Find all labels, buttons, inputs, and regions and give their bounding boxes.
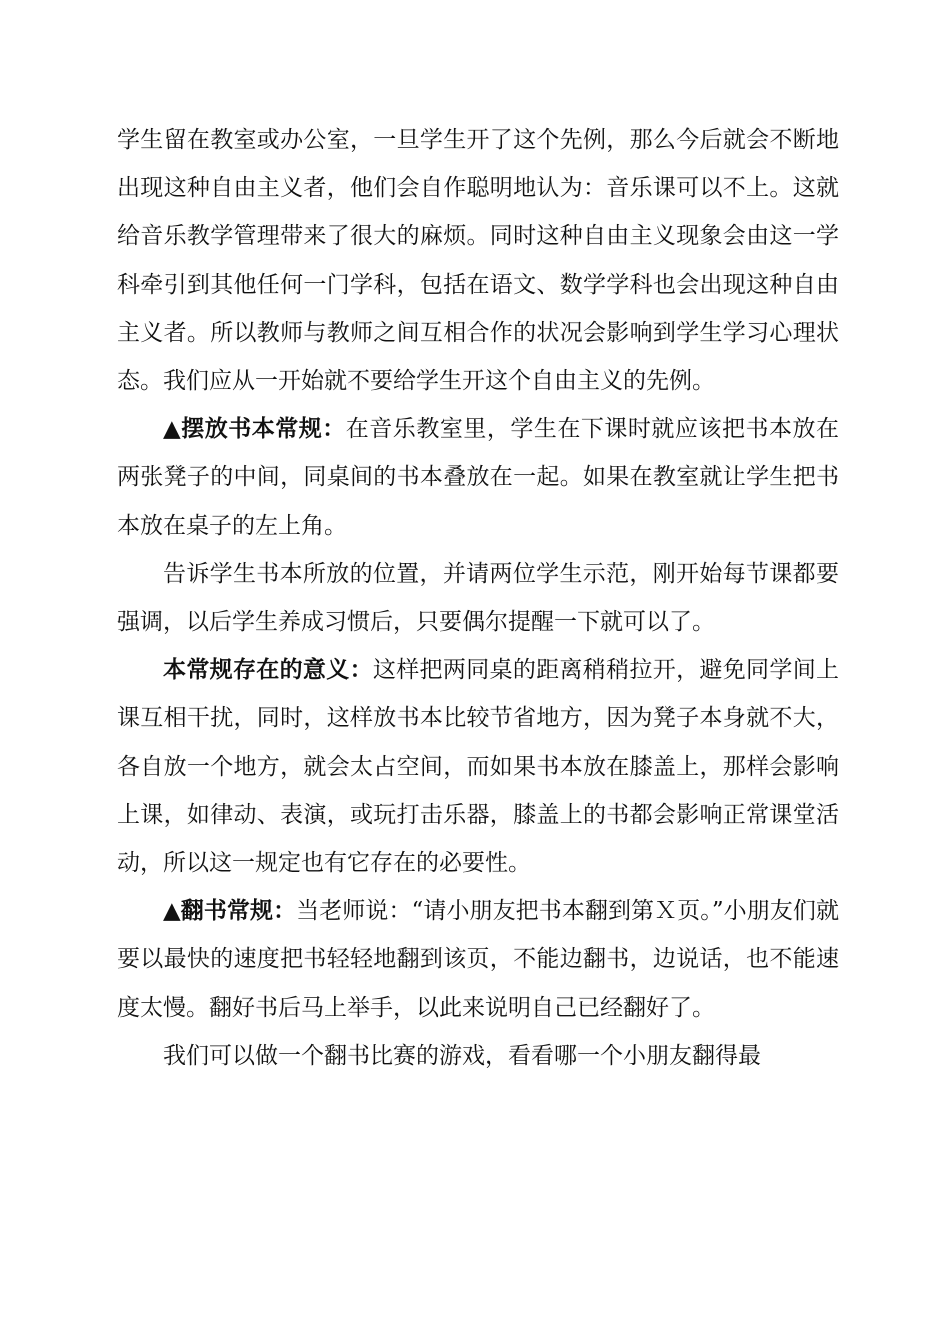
- paragraph-page-turning-game: [117, 1032, 839, 1080]
- paragraph-text: 学生留在教室或办公室，一旦学生开了这个先例，那么今后就会不断地出现这种自由主义者，他们会自作聪明地认为：音乐课可以不上。这就给音乐教学管理带来了很大的麻烦。同时这种自由主义现象会由这一学科牵引到其他任何一门学科，包括在语文、数学学科也会出现这种自由主义者。所以教师与教师之间互相合作的状况会影响到学生学习心理状态。我们应从一开始就不要给学生开这个自由主义的先例。: [117, 127, 839, 395]
- document-page: [117, 116, 839, 1080]
- paragraph-demonstration: [117, 550, 839, 646]
- paragraph-heading: ▲翻书常规：: [163, 897, 297, 925]
- paragraph-text: 我们可以做一个翻书比赛的游戏，看看哪一个小朋友翻得最: [163, 1042, 761, 1069]
- paragraph-page-turning-rule: [117, 887, 839, 1032]
- paragraph-rule-significance: [117, 646, 839, 887]
- paragraph-text: 告诉学生书本所放的位置，并请两位学生示范，刚开始每节课都要强调，以后学生养成习惯后，只要偶尔提醒一下就可以了。: [117, 560, 839, 636]
- paragraph-continuation: [117, 116, 839, 405]
- paragraph-book-placement-rule: [117, 405, 839, 550]
- paragraph-heading: ▲摆放书本常规：: [163, 415, 346, 443]
- paragraph-text: 在音乐教室里，学生在下课时就应该把书本放在两张凳子的中间，同桌间的书本叠放在一起。如果在教室就让学生把书本放在桌子的左上角。: [117, 416, 839, 539]
- paragraph-text: 当老师说：“请小朋友把书本翻到第Ｘ页。”小朋友们就要以最快的速度把书轻轻地翻到该页，不能边翻书，边说话，也不能速度太慢。翻好书后马上举手，以此来说明自己已经翻好了。: [117, 898, 839, 1021]
- paragraph-text: 这样把两同桌的距离稍稍拉开，避免同学间上课互相干扰，同时，这样放书本比较节省地方，因为凳子本身就不大，各自放一个地方，就会太占空间，而如果书本放在膝盖上，那样会影响上课，如律动、表演，或玩打击乐器，膝盖上的书都会影响正常课堂活动，所以这一规定也有它存在的必要性。: [117, 657, 840, 877]
- paragraph-heading: 本常规存在的意义：: [163, 656, 373, 684]
